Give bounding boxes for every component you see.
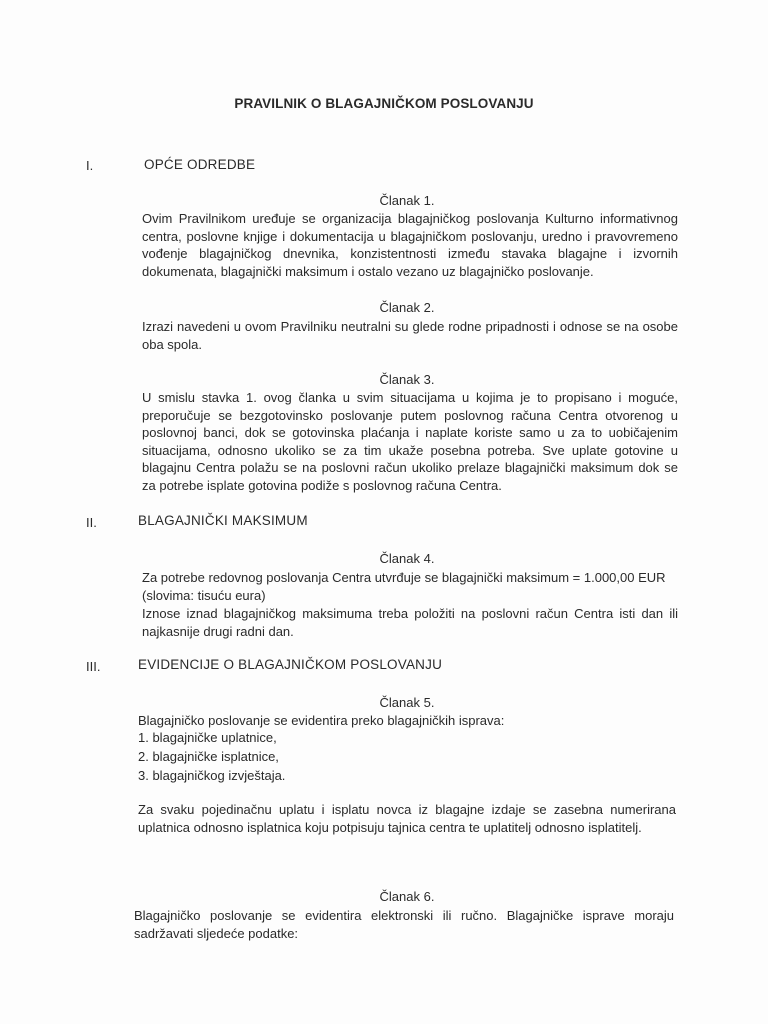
- article-heading: Članak 1.: [379, 193, 435, 208]
- list-item: 3. blagajničkog izvještaja.: [138, 768, 286, 783]
- article-line: Za potrebe redovnog poslovanja Centra utvrđuje se blagajnički maksimum = 1.000,00 EUR: [142, 570, 666, 585]
- article-text: Za svaku pojedinačnu uplatu i isplatu novca iz blagajne izdaje se zasebna numerirana uplatnica odnosno isplatnica koju potpisuju tajnica centra te uplatitelj odnosno isplatitelj.: [138, 802, 676, 835]
- article-heading: Članak 5.: [379, 695, 435, 710]
- article-text: Blagajničko poslovanje se evidentira elektronski ili ručno. Blagajničke isprave moraju sadržavati sljedeće podatke:: [134, 908, 674, 941]
- article-text: Izrazi navedeni u ovom Pravilniku neutralni su glede rodne pripadnosti i odnose se na osobe oba spola.: [142, 319, 678, 352]
- section-title: EVIDENCIJE O BLAGAJNIČKOM POSLOVANJU: [138, 657, 443, 672]
- section-title: BLAGAJNIČKI MAKSIMUM: [138, 513, 308, 528]
- article-intro: Blagajničko poslovanje se evidentira preko blagajničkih isprava:: [138, 713, 505, 728]
- document-list: [138, 728, 285, 785]
- article-text: Ovim Pravilnikom uređuje se organizacija blagajničkog poslovanja Kulturno informativnog centra, poslovne knjige i dokumentacija u blagajničkom poslovanju, uredno i pravovremeno vođenje blagajničkog dnevnika, konzistentnosti između stavaka blagajne i izvornih dokumenata, blagajnički maksimum i ostalo vezano uz blagajničko poslovanje.: [142, 211, 678, 279]
- list-item: 1. blagajničke uplatnice,: [138, 730, 277, 745]
- list-item: 2. blagajničke isplatnice,: [138, 749, 279, 764]
- document-title: PRAVILNIK O BLAGAJNIČKOM POSLOVANJU: [234, 96, 534, 111]
- article-heading: Članak 2.: [379, 300, 435, 315]
- article-text: Iznose iznad blagajničkog maksimuma treba položiti na poslovni račun Centra isti dan ili najkasnije drugi radni dan.: [142, 606, 678, 639]
- article-heading: Članak 4.: [379, 551, 435, 566]
- section-number: III.: [86, 659, 101, 674]
- article-line: (slovima: tisuću eura): [142, 588, 266, 603]
- article-text: U smislu stavka 1. ovog članka u svim situacijama u kojima je to propisano i moguće, preporučuje se bezgotovinsko poslovanje putem poslovnog računa Centra otvorenog u poslovnoj banci, dok se gotovinska plaćanja i naplate koriste samo u za to uobičajenim situacijama, odnosno ukoliko se za tim ukaže posebna potreba. Sve uplate gotovine u blagajnu Centra polažu se na poslovni račun ukoliko prelaze blagajnički maksimum dok se za potrebe isplate gotovina podiže s poslovnog računa Centra.: [142, 390, 678, 493]
- section-number: II.: [86, 515, 97, 530]
- section-title: OPĆE ODREDBE: [144, 157, 256, 172]
- article-heading: Članak 3.: [379, 372, 435, 387]
- section-number: I.: [86, 158, 94, 173]
- article-heading: Članak 6.: [379, 889, 435, 904]
